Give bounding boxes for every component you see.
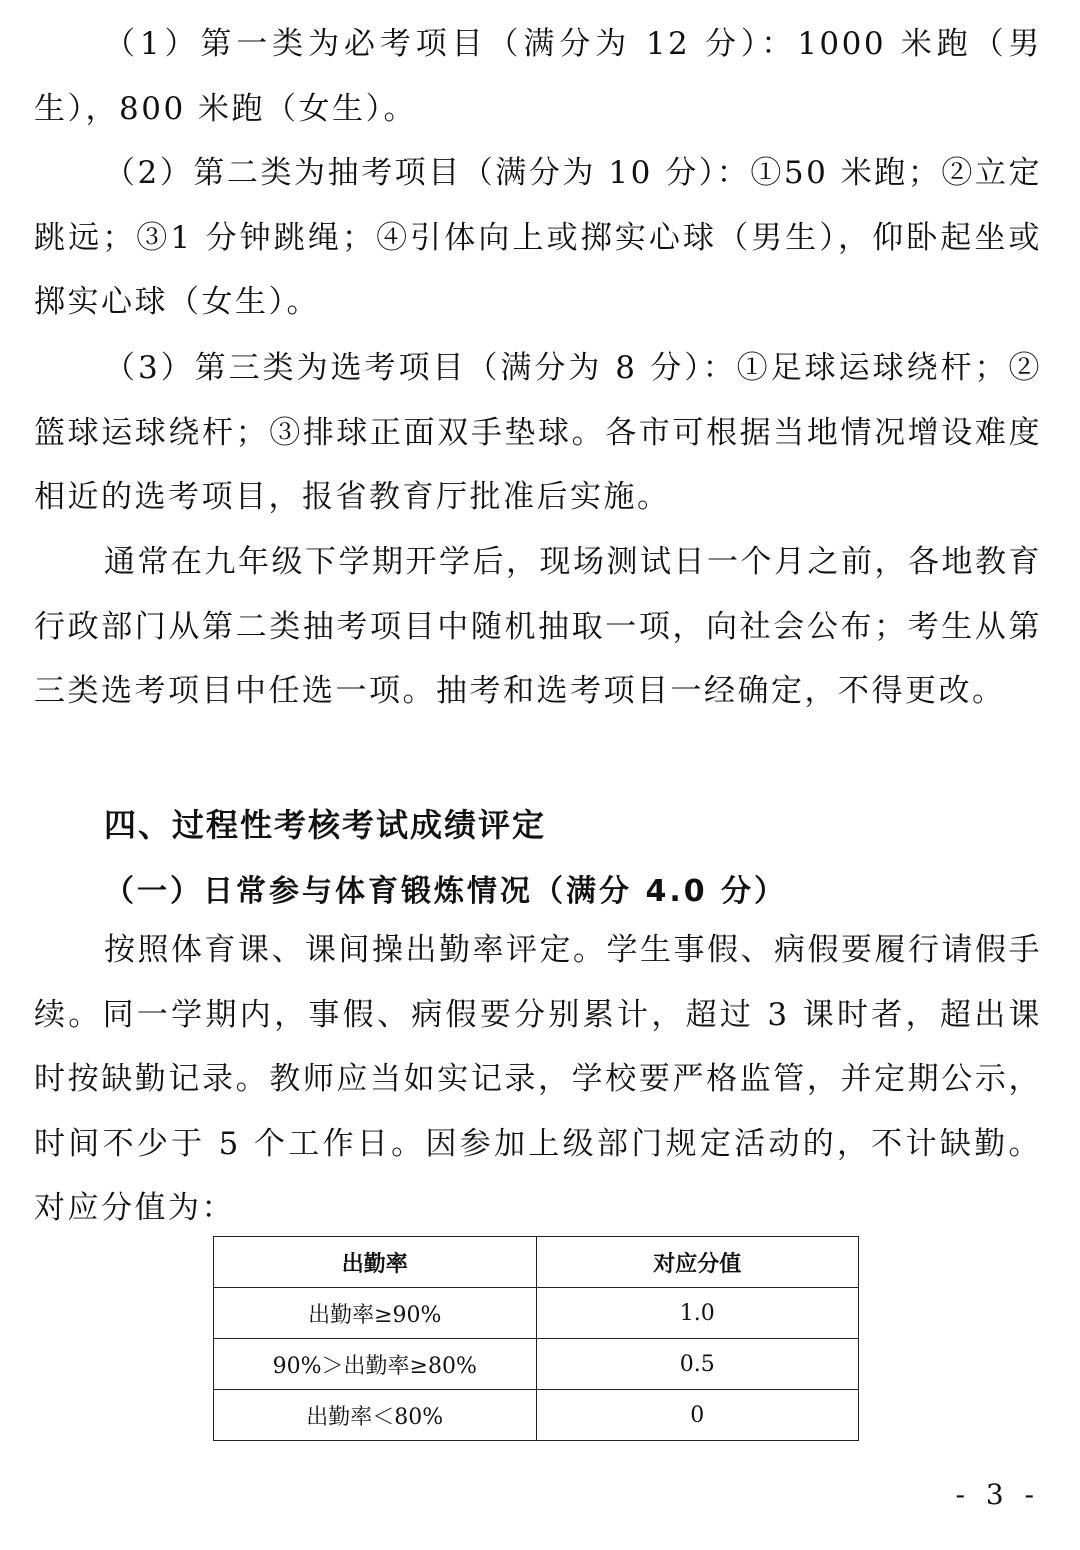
attendance-score-table [213, 1236, 859, 1441]
section-heading: 四、过程性考核考试成绩评定 [104, 806, 547, 844]
paragraph-attendance-rules: 按照体育课、课间操出勤率评定。学生事假、病假要履行请假手续。同一学期内，事假、病假要分别累计，超过 3 课时者，超出课时按缺勤记录。教师应当如实记录，学校要严格监管，并定期公示，时间不少于 5 个工作日。因参加上级部门规定活动的，不计缺勤。对应分值为： [34, 932, 1042, 1227]
page-number: - 3 - [955, 1478, 1040, 1511]
paragraph-required-items: （1）第一类为必考项目（满分为 12 分）：1000 米跑（男生），800 米跑（女生）。 [34, 26, 1042, 127]
table-row [214, 1288, 859, 1339]
table-cell-attendance: 出勤率＜80% [214, 1390, 537, 1441]
subsection-heading: （一）日常参与体育锻炼情况（满分 4.0 分） [104, 874, 788, 909]
table-row [214, 1339, 859, 1390]
paragraph-random-items: （2）第二类为抽考项目（满分为 10 分）：①50 米跑；②立定跳远；③1 分钟跳绳；④引体向上或掷实心球（男生），仰卧起坐或掷实心球（女生）。 [34, 155, 1042, 321]
table-cell-score: 0 [536, 1390, 859, 1441]
table-header-score: 对应分值 [536, 1237, 859, 1288]
table-header-row [214, 1237, 859, 1288]
paragraph-selection-rules: 通常在九年级下学期开学后，现场测试日一个月之前，各地教育行政部门从第二类抽考项目中随机抽取一项，向社会公布；考生从第三类选考项目中任选一项。抽考和选考项目一经确定，不得更改。 [34, 544, 1042, 710]
paragraph-optional-items: （3）第三类为选考项目（满分为 8 分）：①足球运球绕杆；②篮球运球绕杆；③排球正面双手垫球。各市可根据当地情况增设难度相近的选考项目，报省教育厅批准后实施。 [34, 350, 1042, 516]
table-cell-score: 0.5 [536, 1339, 859, 1390]
table-cell-score: 1.0 [536, 1288, 859, 1339]
table-cell-attendance: 90%＞出勤率≥80% [214, 1339, 537, 1390]
table-row [214, 1390, 859, 1441]
table-header-attendance: 出勤率 [214, 1237, 537, 1288]
table-cell-attendance: 出勤率≥90% [214, 1288, 537, 1339]
